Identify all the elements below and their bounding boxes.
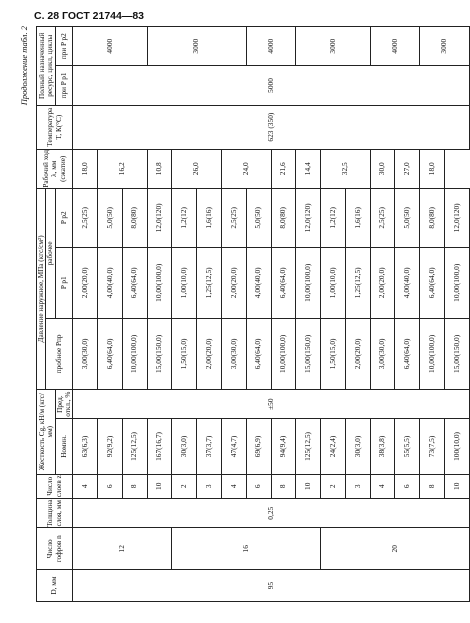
cell-stroke: 27,0 [395, 149, 420, 188]
page-header: С. 28 ГОСТ 21744—83 [34, 10, 145, 22]
cell-stiffness-nom: 30(3,0) [345, 419, 370, 474]
cell-p-test: 15,00(150,0) [296, 318, 321, 389]
cell-p1: 4,00(40,0) [246, 247, 271, 318]
cell-p1: 4,00(40,0) [395, 247, 420, 318]
cell-p1: 2,00(20,0) [221, 247, 246, 318]
cell-p1: 10,00(100,0) [296, 247, 321, 318]
cell-cycles-p2: 3000 [147, 27, 246, 66]
cell-z: 4 [370, 474, 395, 499]
cell-stroke: 26,0 [172, 149, 222, 188]
table-caption: Продолжение табл. 2 [19, 26, 29, 106]
col-header-stroke: Рабочий ход λ, мм (сжатие) [37, 149, 73, 188]
cell-z: 3 [345, 474, 370, 499]
cell-p-test: 3,00(30,0) [370, 318, 395, 389]
cell-stiffness-nom: 69(6,9) [246, 419, 271, 474]
cell-p-test: 1,50(15,0) [321, 318, 346, 389]
cell-p2: 12,0(120) [445, 188, 470, 247]
cell-p2: 8,0(80) [420, 188, 445, 247]
cell-stroke: 32,5 [321, 149, 371, 188]
cell-z: 10 [296, 474, 321, 499]
col-header-p1: P p1 [55, 247, 73, 318]
cell-p-test: 10,00(100,0) [271, 318, 296, 389]
col-header-stiffness: Жесткость Cg, кН/м (кгс/мм) [37, 389, 56, 474]
cell-stroke: 24,0 [221, 149, 271, 188]
cell-stiffness-nom: 47(4,7) [221, 419, 246, 474]
col-header-cycles-p2: при P p2 [55, 27, 73, 66]
cell-p-test: 2,00(20,0) [197, 318, 222, 389]
cell-p2: 5,0(50) [97, 188, 122, 247]
cell-p2: 2,5(25) [370, 188, 395, 247]
cell-p2: 5,0(50) [246, 188, 271, 247]
cell-z: 10 [445, 474, 470, 499]
cell-p2: 5,0(50) [395, 188, 420, 247]
cell-stiffness-nom: 100(10,0) [445, 419, 470, 474]
cell-p-test: 15,00(150,0) [147, 318, 172, 389]
cell-z: 6 [246, 474, 271, 499]
col-header-d: D, мм [37, 570, 73, 602]
cell-stiffness-dev: ±50 [73, 389, 470, 418]
cell-p2: 12,0(120) [296, 188, 321, 247]
col-header-cycles-p1: при P p1 [55, 66, 73, 105]
cell-p2: 12,0(120) [147, 188, 172, 247]
cell-d: 95 [73, 570, 470, 602]
cell-temp: 623 (350) [73, 105, 470, 149]
cell-cycles-p2: 4000 [73, 27, 147, 66]
cell-stiffness-nom: 125(12,5) [122, 419, 147, 474]
cell-p1: 1,25(12,5) [345, 247, 370, 318]
cell-z: 2 [321, 474, 346, 499]
cell-p-test: 6,40(64,0) [97, 318, 122, 389]
cell-stiffness-nom: 167(16,7) [147, 419, 172, 474]
cell-p-test: 15,00(150,0) [445, 318, 470, 389]
cell-stiffness-nom: 24(2,4) [321, 419, 346, 474]
cell-stroke: 18,0 [73, 149, 98, 188]
cell-p1: 10,00(100,0) [445, 247, 470, 318]
cell-cycles-p2: 4000 [246, 27, 296, 66]
col-header-pressure: Давление наружное, МПа (кгс/см²) [37, 188, 46, 389]
cell-stroke: 16,2 [97, 149, 147, 188]
cell-cycles-p2: 3000 [420, 27, 470, 66]
cell-stroke: 30,0 [370, 149, 395, 188]
cell-stiffness-nom: 94(9,4) [271, 419, 296, 474]
col-header-ptest: пробное Pпр [46, 318, 73, 389]
cell-stiffness-nom: 55(5,5) [395, 419, 420, 474]
cell-z: 6 [395, 474, 420, 499]
col-header-z: Число слоев z [37, 474, 73, 499]
cell-stroke: 14,4 [296, 149, 321, 188]
col-header-cycles: Полный назначенный ресурс, цикл, циклы [37, 27, 56, 106]
col-header-working: рабочее [46, 188, 55, 318]
cell-n: 16 [172, 528, 321, 570]
cell-stiffness-nom: 125(12,5) [296, 419, 321, 474]
cell-p2: 8,0(80) [122, 188, 147, 247]
cell-stiffness-nom: 38(3,8) [370, 419, 395, 474]
cell-cycles-p2: 3000 [296, 27, 370, 66]
cell-z: 3 [197, 474, 222, 499]
cell-p2: 1,2(12) [321, 188, 346, 247]
cell-p2: 2,5(25) [221, 188, 246, 247]
cell-p1: 10,00(100,0) [147, 247, 172, 318]
cell-stroke: 21,6 [271, 149, 296, 188]
cell-p-test: 6,40(64,0) [246, 318, 271, 389]
cell-p2: 1,2(12) [172, 188, 197, 247]
cell-p-test: 10,00(100,0) [122, 318, 147, 389]
cell-p1: 4,00(40,0) [97, 247, 122, 318]
cell-p1: 6,40(64,0) [271, 247, 296, 318]
cell-z: 4 [221, 474, 246, 499]
rotated-table [19, 26, 461, 602]
cell-stiffness-nom: 63(6,3) [73, 419, 98, 474]
cell-cycles-p1: 5000 [73, 66, 470, 105]
cell-z: 6 [97, 474, 122, 499]
col-header-p2: P p2 [55, 188, 73, 247]
col-header-nom: Номин. [55, 419, 73, 474]
cell-p-test: 2,00(20,0) [345, 318, 370, 389]
cell-p2: 8,0(80) [271, 188, 296, 247]
cell-p1: 6,40(64,0) [122, 247, 147, 318]
cell-s: 0,25 [73, 499, 470, 528]
cell-z: 4 [73, 474, 98, 499]
cell-p1: 2,00(20,0) [73, 247, 98, 318]
col-header-temp: Температура T, К(°С) [37, 105, 73, 149]
cell-p-test: 6,40(64,0) [395, 318, 420, 389]
cell-n: 20 [321, 528, 470, 570]
cell-stiffness-nom: 92(9,2) [97, 419, 122, 474]
cell-n: 12 [73, 528, 172, 570]
cell-p2: 1,6(16) [345, 188, 370, 247]
cell-p-test: 1,50(15,0) [172, 318, 197, 389]
cell-stiffness-nom: 30(3,0) [172, 419, 197, 474]
cell-p-test: 3,00(30,0) [221, 318, 246, 389]
cell-z: 2 [172, 474, 197, 499]
table-row [73, 27, 98, 602]
rotated-table-container [19, 26, 461, 595]
cell-p-test: 3,00(30,0) [73, 318, 98, 389]
cell-stiffness-nom: 37(3,7) [197, 419, 222, 474]
cell-p1: 2,00(20,0) [370, 247, 395, 318]
cell-p2: 1,6(16) [197, 188, 222, 247]
cell-p-test: 10,00(100,0) [420, 318, 445, 389]
cell-z: 10 [147, 474, 172, 499]
cell-z: 8 [420, 474, 445, 499]
cell-stroke: 18,0 [420, 149, 445, 188]
cell-p2: 2,5(25) [73, 188, 98, 247]
col-header-dev: Пред. откл., % [55, 389, 73, 418]
cell-p1: 1,25(12,5) [197, 247, 222, 318]
cell-stiffness-nom: 73(7,5) [420, 419, 445, 474]
cell-p1: 1,00(10,0) [172, 247, 197, 318]
cell-z: 8 [271, 474, 296, 499]
data-table [36, 26, 470, 602]
col-header-n: Число гофров n [37, 528, 73, 570]
cell-stroke: 10,8 [147, 149, 172, 188]
table-body [73, 27, 470, 602]
cell-cycles-p2: 4000 [370, 27, 420, 66]
cell-z: 8 [122, 474, 147, 499]
cell-p1: 1,00(10,0) [321, 247, 346, 318]
col-header-s: Толщина слоя, мм [37, 499, 73, 528]
cell-p1: 6,40(64,0) [420, 247, 445, 318]
